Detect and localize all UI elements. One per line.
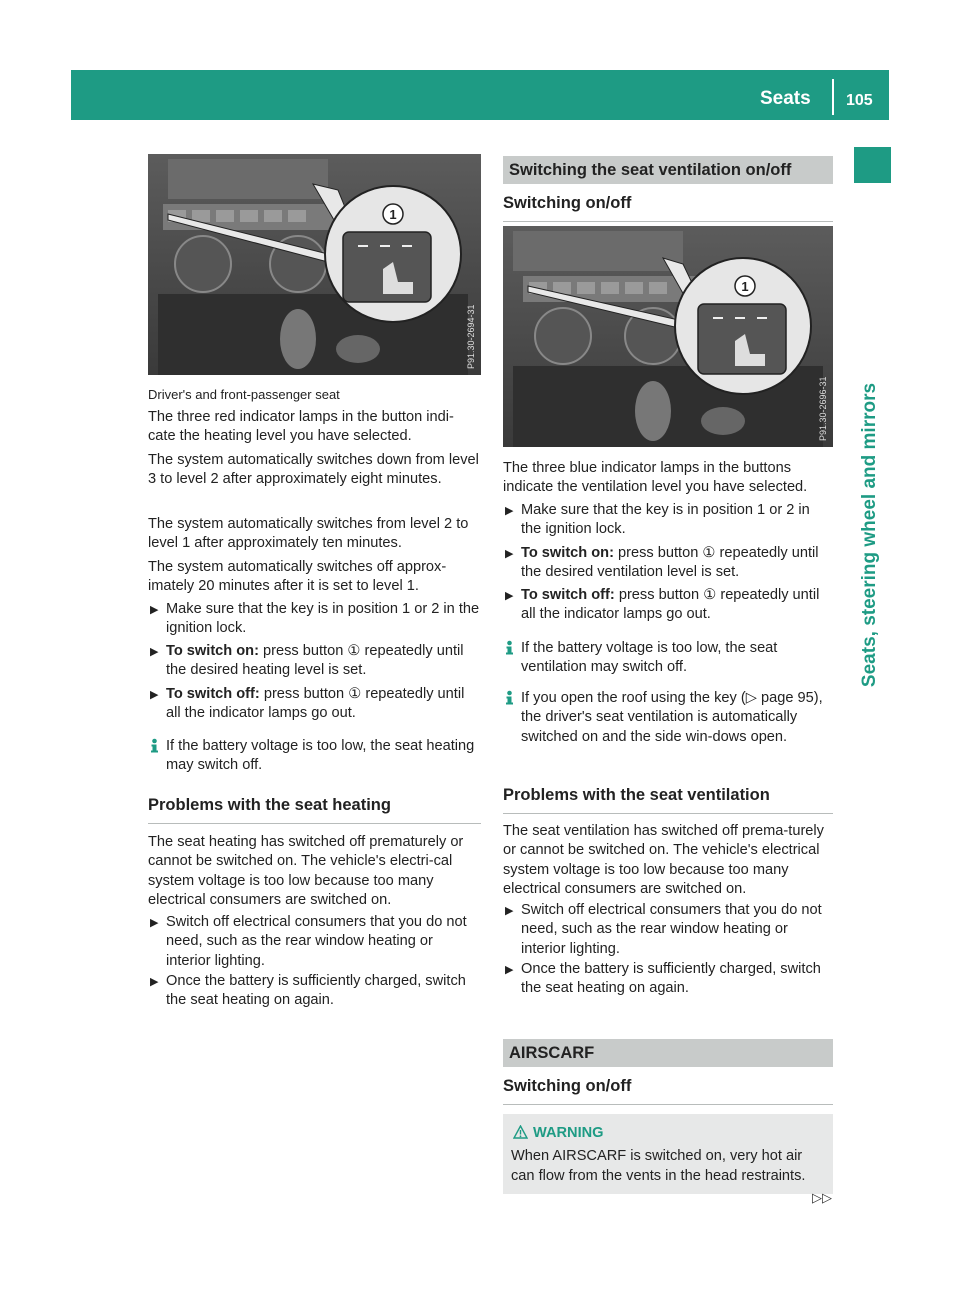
chapter-tab-label: Seats, steering wheel and mirrors (859, 382, 880, 688)
step-text: Switch off electrical consumers that you do not need, such as the rear window heating or interior lighting. (521, 902, 822, 957)
step-item (148, 913, 481, 971)
figure-callout-1: 1 (389, 207, 397, 222)
step-text: press button ① repeatedly until all the indicator lamps go out. (521, 587, 820, 623)
step-item (503, 586, 833, 625)
paragraph: The three red indicator lamps in the button indi-cate the heating level you have selected. (148, 409, 454, 445)
info-note (503, 639, 833, 678)
paragraph: The three blue indicator lamps in the buttons indicate the ventilation level you have selected. (503, 460, 808, 496)
warning-title (511, 1124, 825, 1143)
step-item (148, 642, 481, 681)
paragraph: The seat heating has switched off prematurely or cannot be switched on. The vehicle's electri-cal system voltage is too low because too many electrical consumers are switched on. (148, 834, 464, 909)
section-heading: Problems with the seat heating (148, 795, 481, 824)
subsection-heading: Switching on/off (503, 193, 833, 222)
section-title: AIRSCARF (503, 1039, 833, 1067)
info-icon (503, 640, 516, 655)
continue-icon: ▷▷ (812, 1190, 832, 1205)
step-arrow-icon: ▶ (150, 917, 159, 929)
paragraph: The system automatically switches down from level 3 to level 2 after approximately eight minutes. (148, 452, 479, 488)
figure-caption: Driver's and front-passenger seat (148, 387, 340, 402)
step-label: To switch on: (521, 545, 614, 561)
step-text: press button ① repeatedly until all the indicator lamps go out. (166, 686, 465, 722)
step-item (148, 685, 481, 724)
warning-text: When AIRSCARF is switched on, very hot air can flow from the vents in the head restraints. (511, 1148, 806, 1184)
section-heading: Problems with the seat ventilation (503, 785, 833, 814)
step-item (503, 501, 833, 540)
chapter-tab-marker (854, 147, 891, 183)
seat-ventilation-figure (503, 226, 833, 447)
step-item (503, 544, 833, 583)
step-arrow-icon: ▶ (505, 505, 514, 517)
section-title: Switching the seat ventilation on/off (503, 156, 833, 184)
step-arrow-icon: ▶ (505, 905, 514, 917)
warning-box (503, 1114, 833, 1194)
step-item (503, 960, 833, 999)
warning-triangle-icon (513, 1125, 528, 1139)
warning-title-text: WARNING (533, 1125, 604, 1141)
info-icon (503, 690, 516, 705)
note-text: If the battery voltage is too low, the seat heating may switch off. (166, 738, 475, 774)
step-item (503, 901, 833, 959)
step-text: press button ① repeatedly until the desired heating level is set. (166, 643, 464, 679)
info-note (148, 737, 481, 776)
step-arrow-icon: ▶ (150, 976, 159, 988)
info-icon (148, 738, 161, 753)
step-text: Make sure that the key is in position 1 or 2 in the ignition lock. (166, 601, 480, 637)
seat-heating-figure (148, 154, 481, 375)
step-item (148, 972, 481, 1011)
step-arrow-icon: ▶ (505, 548, 514, 560)
figure-code: P91.30-2694-31 (466, 304, 476, 369)
step-label: To switch on: (166, 643, 259, 659)
paragraph: The system automatically switches off approx-imately 20 minutes after it is set to level 1. (148, 559, 447, 595)
header-divider (832, 79, 834, 115)
step-arrow-icon: ▶ (505, 590, 514, 602)
figure-code: P91.30-2696-31 (818, 376, 828, 441)
step-text: Switch off electrical consumers that you do not need, such as the rear window heating or interior lighting. (166, 914, 467, 969)
page-number: 105 (846, 92, 873, 109)
step-text: Once the battery is sufficiently charged, switch the seat heating on again. (166, 973, 466, 1009)
step-arrow-icon: ▶ (150, 646, 159, 658)
step-arrow-icon: ▶ (505, 964, 514, 976)
note-text: If the battery voltage is too low, the seat ventilation may switch off. (521, 640, 778, 676)
step-text: Make sure that the key is in position 1 or 2 in the ignition lock. (521, 502, 810, 538)
note-text: If you open the roof using the key (▷ page 95), the driver's seat ventilation is automatically switched on and the side win-dows open. (521, 690, 823, 745)
step-arrow-icon: ▶ (150, 689, 159, 701)
step-text: press button ① repeatedly until the desired ventilation level is set. (521, 545, 819, 581)
step-text: Once the battery is sufficiently charged, switch the seat heating on again. (521, 961, 821, 997)
figure-callout-1: 1 (741, 279, 749, 294)
paragraph: The system automatically switches from level 2 to level 1 after approximately ten minutes. (148, 516, 469, 552)
step-label: To switch off: (166, 686, 260, 702)
step-item (148, 600, 481, 639)
step-label: To switch off: (521, 587, 615, 603)
subsection-heading: Switching on/off (503, 1076, 833, 1105)
page-title: Seats (760, 88, 811, 109)
info-note (503, 689, 833, 747)
paragraph: The seat ventilation has switched off prema-turely or cannot be switched on. The vehicle's electrical system voltage is too low because too many electrical consumers are switched on. (503, 823, 824, 898)
step-arrow-icon: ▶ (150, 604, 159, 616)
